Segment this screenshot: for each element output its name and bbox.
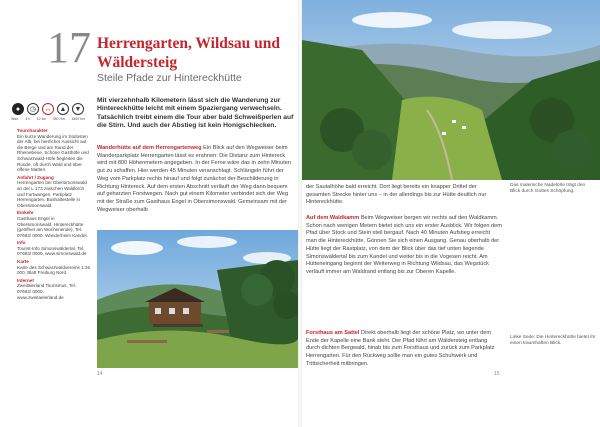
sidebar-text: Zweitälerland Tourismus, Tel. 07683/ 0000, www.zweitaelerland.de <box>17 283 77 300</box>
sidebar-text: Tourist-Info Simonswäldertal, Tel. 07683/ 0000, www.simonswald.de <box>17 245 87 257</box>
sidebar-info <box>17 126 91 300</box>
section-lead: Forsthaus am Sattel <box>306 330 360 336</box>
page-number-right: 15 <box>494 371 500 377</box>
page-number-left: 14 <box>97 371 103 377</box>
right-body-top: der Sautalhöhe bald erreicht. Dort liegt bereits ein knapper Drittel der gesamten Strecke hinter uns – in der allerdings bis zur Hütte deutlich nur Hintereckhütte. <box>306 184 487 206</box>
valley-photo <box>302 0 600 180</box>
distance-icon: ↔ <box>42 103 54 115</box>
icon-label: 1800 hm <box>71 117 85 121</box>
section-text: Direkt oberhalb liegt der schöne Platz, wo unter dem Ende der Kapelle eine Bank steht. Der Pfad führt am Wäldersteig entlang durch dichten Bergwald, hinab bis zum Forsthaus und zurück zum Parkplatz Herrengarten. Für den Rückweg sollte man ein gutes Schuhwerk und Trittsicherheit mitbringen. <box>306 330 495 367</box>
sidebar-text: Gasthaus Engel in Obersimonswald, Hintereckhütte (geöffnet am Wochenende), Tel. 07683/ 0000. Wanderheim Kandel. <box>17 215 88 238</box>
sidebar-head: Tourcharakter <box>17 128 48 133</box>
right-section-2 <box>306 330 502 370</box>
hut-photo <box>97 230 298 368</box>
sidebar-text: Ein kurze Wanderung im Südosten der Alb, bei herrlicher Aussicht auf die Berge und am Rand der Rheinebene. Schöne Gasthöfe und Schwarzwald-Höfe begleiten die Runde, oft durch Wald und über offene Matten. <box>17 133 89 173</box>
hiker-icon: ● <box>12 103 24 115</box>
chapter-number: 17 <box>47 23 91 72</box>
intro-paragraph: Mit vierzehnhalb Kilometern lässt sich die Wanderung zur Hintereckhütte leicht mit einem Spaziergang verwechseln. Tatsächlich treibt einem die Tour aber bald Schweißperlen auf die Stirn. Und auch der Abstieg ist kein Honigschlecken. <box>97 97 294 130</box>
sidebar-head: Anfahrt / Zugang <box>17 174 54 180</box>
icon-label: 350 Hm <box>52 117 65 121</box>
chapter-title: Herrengarten, Wildsau und Wäldersteig <box>97 35 281 71</box>
caption-top: Das malerische Nadelörle trägt den Blick durch Gottes Schöpfung. <box>510 183 586 194</box>
icon-labels <box>11 117 85 121</box>
valley-photo-image <box>302 0 600 180</box>
sidebar-head: Internet <box>17 277 34 283</box>
elevation-down-icon: ▼ <box>72 103 84 115</box>
elevation-up-icon: ▲ <box>57 103 69 115</box>
right-section-1 <box>306 215 502 327</box>
icon-label: Wan. <box>11 117 20 121</box>
icon-label: 4 h <box>25 117 31 121</box>
sidebar-head: Karte <box>17 259 29 265</box>
left-body <box>97 145 295 225</box>
section-lead: Auf dem Waldkamm <box>306 215 360 221</box>
sidebar-text: Karte des Schwarzwaldvereins 1:35 000, Blatt Freiburg Nord. <box>17 264 91 276</box>
sidebar-head: Info <box>17 240 26 246</box>
icon-label: 12 km <box>36 117 47 121</box>
sidebar-head: Einkehr <box>17 210 34 216</box>
chapter-subtitle: Steile Pfade zur Hintereckhütte <box>97 72 242 84</box>
clock-icon: ◷ <box>27 103 39 115</box>
sidebar-text: Herrengarten bei Obersimonswald an der L 173 zwischen Waldkirch und Furtwangen. Parkplatz Herrengarten, Bushaltestelle in Obersimonswald. <box>17 180 87 208</box>
section-text: Beim Wegweiser bergen wir rechts auf den Waldkamm. Schon nach wenigen Metern bietet sich uns ein erster Ausblick. Wir folgen dem Pfad über Stock und Stein steil bergauf. Nach 40 Minuten Aufstieg erreicht man die Hintereckhütte. Gönnen Sie sich einen Ausgang. Genau oberhalb der Hütte liegt der Rastplatz, von dem der Blick über das tief unten liegende Simonswäldertal bis zum Kandel und weiter bis in die Vogesen reicht. Am Hütteneingang beginnt der Weiterweg in Richtung Wildsau, das Wegstück verläuft immer am Waldrand entlang bis zur Oberen Kapelle. <box>306 215 502 275</box>
hut-photo-image <box>97 230 298 368</box>
section-text: Ein Blick auf den Wegweiser beim Wanderparkplatz Herrengarten lässt es erahnen: Die Distanz zum Hintereck wird mit 800 Höhenmetern angegeben. In der Ferne wäre das in zehn Minuten gut zu schaffen. Hier werden 45 Minuten veranschlagt. Schlängeln führt der Weg vom Parkplatz rechts hinauf und folgt zunächst der Beschilderung in Richtung Hintereck. Auf dem ersten Abschnitt verläuft der Weg dann bequem auf geharzten Forstwegen. Nach gut einem Kilometer verbindet sich der Weg mit der Straße zum Gasthaus Engel in Obersimonswald. Gemeinsam mit der Wegweiser oberhalb <box>97 145 292 213</box>
section-lead: Wanderhütte auf dem Herrengartenweg <box>97 145 202 151</box>
caption-bottom: Linke Seite: Die Hintereckhütte bietet ihr einen traumhaften Blick. <box>510 335 596 346</box>
